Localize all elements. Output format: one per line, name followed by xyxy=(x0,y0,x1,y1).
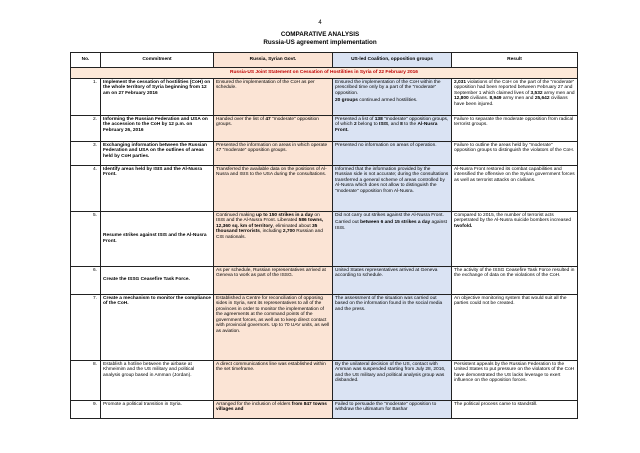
table-row xyxy=(71,211,578,266)
result-cell: An objective monitoring system that would suit all the parties could not be created. xyxy=(452,294,578,360)
result-cell: Compared to 2015, the number of terrorist acts perpetrated by the Al-Nusra suicide bombers increased twofold. xyxy=(452,211,578,266)
russia-cell: A direct communications line was established within the set timeframe. xyxy=(214,360,333,400)
row-number: 2. xyxy=(71,115,101,141)
russia-cell: Presented the information on areas in which operate 47 "moderate" opposition groups. xyxy=(214,141,333,165)
document-title xyxy=(0,31,640,46)
russia-cell: As per schedule, Russian representatives arrived at Geneva to work as part of the ISSG. xyxy=(214,266,333,294)
row-number: 5. xyxy=(71,211,101,266)
row-number: 3. xyxy=(71,141,101,165)
commitment-cell: Create a mechanism to monitor the compliance of the CoH. xyxy=(101,294,214,360)
russia-cell: Handed over the list of 47 "moderate" opposition groups. xyxy=(214,115,333,141)
us-cell-text: Ensured the implementation of the CoH within the prescribed time only by a part of the "moderate" opposition. xyxy=(335,79,441,96)
us-cell: Presented no information on areas of operation. xyxy=(333,141,452,165)
commitment-cell: Promote a political transition in Syria. xyxy=(101,400,214,418)
title-line-1: COMPARATIVE ANALYSIS xyxy=(280,31,360,38)
page-number: 4 xyxy=(318,20,322,26)
header-russia: Russia, Syrian Govt. xyxy=(214,53,333,68)
us-cell: The assessment of the situation was carried out based on the information found in the social media and the press. xyxy=(333,294,452,360)
table-row xyxy=(71,115,578,141)
row-number: 8. xyxy=(71,360,101,400)
russia-cell: Transferred the available data on the positions of Al-Nusra and ISIS to the USA during the consultations. xyxy=(214,165,333,211)
us-cell: By the unilateral decision of the US, contact with Amman was suspended starting from July 28, 2016, and the US military and political analysis group was disbanded. xyxy=(333,360,452,400)
commitment-cell: Identify areas held by ISIS and the Al-Nusra Front. xyxy=(101,165,214,211)
commitment-cell: Establish a hotline between the airbase at Khmeimim and the US military and political analysis group based in Amman (Jordan). xyxy=(101,360,214,400)
table-row xyxy=(71,165,578,211)
section-title: Russia-US Joint Statement on Cessation of Hostilities in Syria of 22 February 2016 xyxy=(71,68,578,79)
russia-cell: Ensured the implementation of the CoH as per schedule. xyxy=(214,78,333,115)
us-cell: Failed to persuade the "moderate" opposition to withdraw the ultimatum for Bashar xyxy=(333,400,452,418)
us-cell-text-2: Carried out between 6 and 15 strikes a day against ISIS. xyxy=(335,220,447,231)
row-number: 4. xyxy=(71,165,101,211)
header-no: No. xyxy=(71,53,101,68)
header-result: Result xyxy=(452,53,578,68)
us-cell-text-2: 20 groups continued armed hostilities. xyxy=(335,98,418,103)
table-row xyxy=(71,266,578,294)
russia-cell: Arranged for the inclusion of elders from 847 towns villages and xyxy=(214,400,333,418)
section-row xyxy=(71,68,578,79)
header-us: US-led Coalition, opposition groups xyxy=(333,53,452,68)
row-number: 7. xyxy=(71,294,101,360)
table-row xyxy=(71,360,578,400)
us-cell-text: Did not carry out strikes against the Al-Nusra Front. xyxy=(335,212,444,218)
row-number: 6. xyxy=(71,266,101,294)
result-cell: Persistent appeals by the Russian Federation to the United States to put pressure on the violators of the CoH have demonstrated the US lacks leverage to exert influence on the opposition forces. xyxy=(452,360,578,400)
header-row xyxy=(71,53,578,68)
result-cell: Failure to outline the areas held by "moderate" opposition groups to distinguish the violators of the CoH. xyxy=(452,141,578,165)
row-number: 9. xyxy=(71,400,101,418)
us-cell xyxy=(333,211,452,266)
table-row xyxy=(71,78,578,115)
russia-cell: Continued making up to 150 strikes in a day on ISIS and the Al-Nusra Front. Liberated 586 towns, 12,360 sq. km of territory, eliminated about 35 thousand terrorists, including 2,700 Russian and CIS nationals. xyxy=(214,211,333,266)
table-row xyxy=(71,400,578,418)
commitment-cell: Implement the cessation of hostilities (CoH) on the whole territory of Syria beginning from 12 am on 27 February 2016 xyxy=(101,78,214,115)
header-commitment: Commitment xyxy=(101,53,214,68)
row-number: 1. xyxy=(71,78,101,115)
result-cell: 2,031 violations of the CoH on the part of the "moderate" opposition had been reported between February 27 and September 1 which claimed lives of 3,532 army men and 12,800 civilians. 8,949 army men and 25,642 civilians have been injured. xyxy=(452,78,578,115)
table-row xyxy=(71,294,578,360)
comparison-table xyxy=(70,52,578,419)
result-cell: Failure to separate the moderate opposition from radical terrorist groups. xyxy=(452,115,578,141)
commitment-cell: Resume strikes against ISIS and the Al-Nusra Front. xyxy=(101,211,214,266)
result-cell: Al-Nusra Front restored its combat capabilities and intensified the offensive on the Syrian government forces as well as terrorist attacks on civilians. xyxy=(452,165,578,211)
commitment-cell: Create the ISSG Ceasefire Task Force. xyxy=(101,266,214,294)
table-row xyxy=(71,141,578,165)
us-cell: Presented a list of 138 "moderate" opposition groups, of which 2 belong to ISIS, and 8 to the Al-Nusra Front. xyxy=(333,115,452,141)
us-cell: United States representatives arrived at Geneva according to schedule. xyxy=(333,266,452,294)
title-line-2: Russia-US agreement implementation xyxy=(263,38,377,46)
commitment-cell: Informing the Russian Federation and USA on the accession to the CoH by 12 p.m. on February 26, 2016 xyxy=(101,115,214,141)
result-cell: The political process came to standstill. xyxy=(452,400,578,418)
us-cell: Informed that the information provided by the Russian side is not accurate; during the consultations transferred a general scheme of areas controlled by Al-Nusra which does not allow to distinguish the "moderate" opposition from Al-Nusra. xyxy=(333,165,452,211)
russia-cell: Established a Centre for reconciliation of opposing sides in Syria, sent its representatives to all of the provinces in order to monitor the implementation of the agreements at the command points of the government forces, as well as to keep direct contact with provincial governors. Up to 70 UAV units, as well as aviation. xyxy=(214,294,333,360)
us-cell xyxy=(333,78,452,115)
commitment-cell: Exchanging information between the Russian Federation and USA on the outlines of areas held by CoH parties. xyxy=(101,141,214,165)
result-cell: The activity of the ISSG Ceasefire Task Force resulted in the exchange of data on the violations of the CoH. xyxy=(452,266,578,294)
